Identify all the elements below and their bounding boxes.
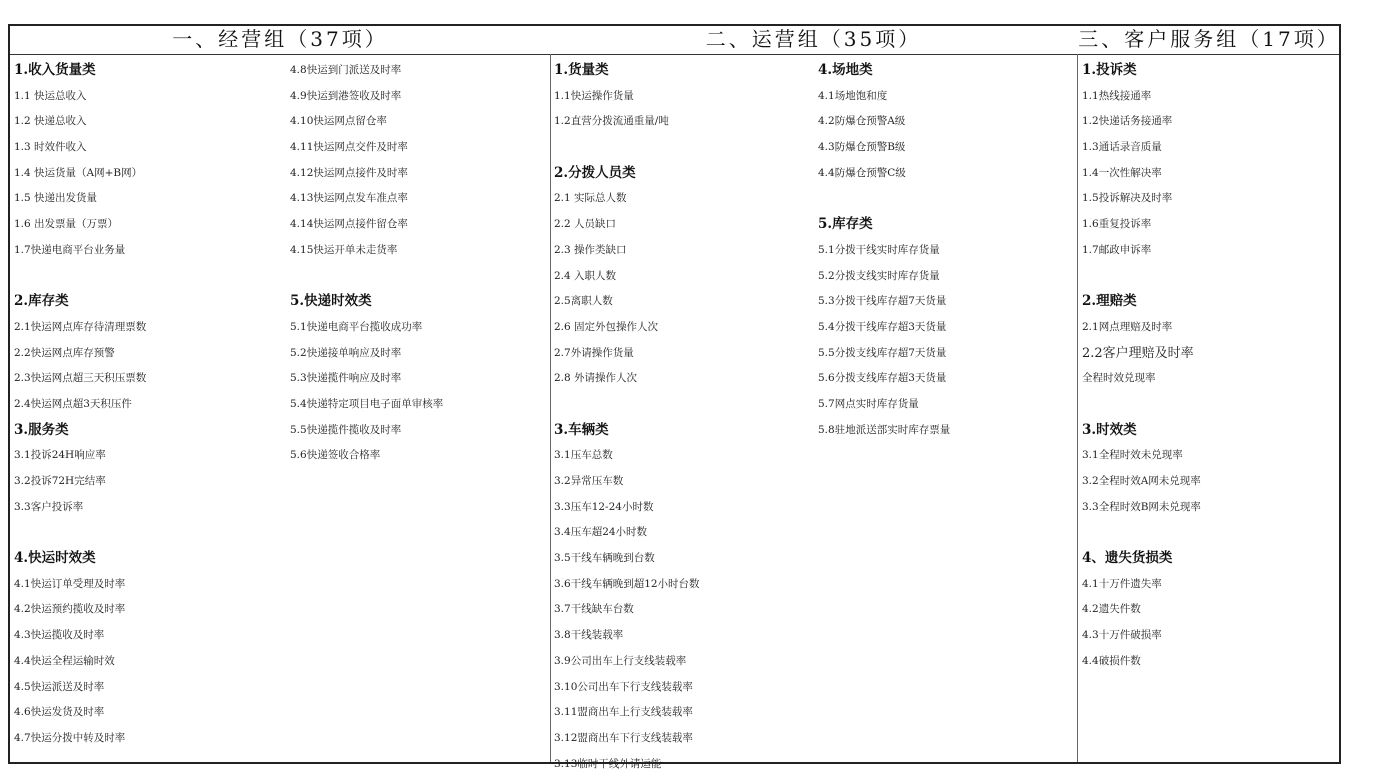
kpi-item: 3.12盟商出车下行支线装载率 xyxy=(554,731,693,744)
kpi-item: 4.14快运网点接件留仓率 xyxy=(290,218,408,231)
kpi-item: 1.2 快递总收入 xyxy=(14,115,87,128)
kpi-item: 4.9快运到港签收及时率 xyxy=(290,89,402,102)
kpi-item: 4.2快运预约揽收及时率 xyxy=(14,603,126,616)
col-operations-1 xyxy=(14,58,282,752)
kpi-item: 4.8快运到门派送及时率 xyxy=(290,64,402,76)
kpi-item: 1.2快递话务接通率 xyxy=(1082,115,1173,128)
category-heading: 4、遗失货损类 xyxy=(1082,550,1173,567)
kpi-item: 5.5快递揽件揽收及时率 xyxy=(290,423,402,436)
spacer xyxy=(818,186,1086,212)
kpi-item: 4.7快运分拨中转及时率 xyxy=(14,731,126,744)
kpi-item: 4.4破损件数 xyxy=(1082,654,1141,667)
kpi-item: 3.1全程时效未兑现率 xyxy=(1082,449,1183,462)
kpi-item: 3.11盟商出车上行支线装载率 xyxy=(554,706,693,719)
kpi-item: 3.2异常压车数 xyxy=(554,475,624,487)
kpi-item: 5.2快递接单响应及时率 xyxy=(290,346,402,359)
col-logistics-2 xyxy=(818,58,1086,443)
category-heading: 5.库存类 xyxy=(818,216,873,233)
kpi-item: 4.11快运网点交件及时率 xyxy=(290,141,408,154)
kpi-item: 5.6分拨支线库存超3天货量 xyxy=(818,372,947,385)
kpi-item: 2.7外请操作货量 xyxy=(554,346,634,359)
kpi-item: 3.1压车总数 xyxy=(554,449,613,462)
kpi-item: 3.4压车超24小时数 xyxy=(554,526,648,539)
kpi-item: 2.8 外请操作人次 xyxy=(554,372,638,385)
kpi-item: 1.3 时效件收入 xyxy=(14,141,87,154)
kpi-item: 3.6干线车辆晚到超12小时台数 xyxy=(554,577,700,590)
category-heading: 4.场地类 xyxy=(818,62,873,78)
kpi-item: 1.5投诉解决及时率 xyxy=(1082,192,1173,205)
kpi-item: 1.5 快递出发货量 xyxy=(14,192,98,205)
category-heading: 2.分拨人员类 xyxy=(554,164,636,181)
kpi-item: 4.3防爆仓预警B级 xyxy=(818,141,906,154)
kpi-item: 2.3快运网点超三天积压票数 xyxy=(14,372,147,385)
kpi-item: 4.3快运揽收及时率 xyxy=(14,629,105,642)
kpi-item: 4.1快运订单受理及时率 xyxy=(14,577,126,590)
kpi-item: 1.3通话录音质量 xyxy=(1082,141,1162,154)
kpi-item: 4.1场地饱和度 xyxy=(818,89,888,102)
kpi-item: 5.8驻地派送部实时库存票量 xyxy=(818,423,951,436)
kpi-item: 4.1十万件遗失率 xyxy=(1082,577,1162,590)
spacer xyxy=(14,520,282,546)
header-divider xyxy=(10,54,1339,55)
kpi-item: 4.13快运网点发车准点率 xyxy=(290,192,408,205)
kpi-item: 5.1分拨干线实时库存货量 xyxy=(818,243,940,256)
kpi-item: 全程时效兑现率 xyxy=(1082,372,1156,385)
kpi-item: 5.2分拨支线实时库存货量 xyxy=(818,269,940,282)
kpi-item: 5.1快递电商平台揽收成功率 xyxy=(290,320,423,333)
spacer xyxy=(1082,264,1350,290)
kpi-item: 5.4快递特定项目电子面单审核率 xyxy=(290,397,444,410)
kpi-item: 3.2全程时效A网未兑现率 xyxy=(1082,475,1201,487)
kpi-item: 3.3压车12-24小时数 xyxy=(554,500,654,513)
spacer xyxy=(554,392,822,418)
category-heading: 3.车辆类 xyxy=(554,421,609,438)
kpi-item: 4.2遗失件数 xyxy=(1082,603,1141,616)
category-heading: 1.货量类 xyxy=(554,62,609,78)
kpi-item: 2.2客户理赔及时率 xyxy=(1082,345,1194,361)
kpi-item: 1.7快递电商平台业务量 xyxy=(14,243,126,256)
kpi-item: 5.5分拨支线库存超7天货量 xyxy=(818,346,947,359)
col-customer-service xyxy=(1082,58,1350,675)
category-heading: 1.收入货量类 xyxy=(14,62,96,78)
kpi-item: 2.3 操作类缺口 xyxy=(554,243,627,256)
kpi-item: 3.9公司出车上行支线装载率 xyxy=(554,654,687,667)
kpi-item: 3.3全程时效B网未兑现率 xyxy=(1082,500,1201,513)
kpi-item: 2.1快运网点库存待清理票数 xyxy=(14,320,147,333)
spacer xyxy=(14,264,282,290)
kpi-item: 4.5快运派送及时率 xyxy=(14,680,105,693)
kpi-item: 4.15快运开单未走货率 xyxy=(290,243,398,256)
kpi-item: 1.4 快运货量（A网+B网） xyxy=(14,166,143,179)
category-heading: 1.投诉类 xyxy=(1082,62,1137,78)
kpi-item: 5.3快递揽件响应及时率 xyxy=(290,372,402,385)
kpi-item: 5.6快递签收合格率 xyxy=(290,449,381,462)
kpi-item: 4.2防爆仓预警A级 xyxy=(818,115,906,128)
kpi-item: 5.7网点实时库存货量 xyxy=(818,397,919,410)
kpi-item: 1.7邮政申诉率 xyxy=(1082,243,1152,256)
kpi-item: 2.1 实际总人数 xyxy=(554,192,627,205)
kpi-item: 3.13临时干线外请运能 xyxy=(554,757,662,770)
kpi-item: 1.6重复投诉率 xyxy=(1082,218,1152,231)
kpi-item: 1.1快运操作货量 xyxy=(554,89,634,102)
kpi-item: 3.2投诉72H完结率 xyxy=(14,475,106,487)
kpi-item: 2.6 固定外包操作人次 xyxy=(554,320,659,333)
category-heading: 2.库存类 xyxy=(14,293,69,310)
kpi-item: 2.1网点理赔及时率 xyxy=(1082,320,1173,333)
kpi-item: 4.6快运发货及时率 xyxy=(14,706,105,719)
spacer xyxy=(1082,520,1350,546)
group-title-operations: 一、经营组（37项） xyxy=(172,27,388,51)
kpi-item: 3.10公司出车下行支线装载率 xyxy=(554,680,693,693)
spacer xyxy=(290,264,558,290)
kpi-item: 1.6 出发票量（万票） xyxy=(14,218,119,231)
kpi-item: 4.10快运网点留仓率 xyxy=(290,115,387,128)
kpi-item: 4.4快运全程运输时效 xyxy=(14,654,115,667)
kpi-item: 2.2 人员缺口 xyxy=(554,218,617,231)
kpi-item: 3.3客户投诉率 xyxy=(14,500,84,513)
kpi-item: 5.3分拨干线库存超7天货量 xyxy=(818,295,947,308)
kpi-item: 3.8干线装载率 xyxy=(554,629,624,642)
kpi-item: 5.4分拨干线库存超3天货量 xyxy=(818,320,947,333)
kpi-item: 1.2直营分拨流通重量/吨 xyxy=(554,115,669,128)
kpi-item: 4.4防爆仓预警C级 xyxy=(818,166,906,179)
kpi-item: 3.7干线缺车台数 xyxy=(554,603,634,616)
kpi-table xyxy=(8,24,1341,770)
col-logistics-1 xyxy=(554,58,822,777)
group-title-customer-service: 三、客户服务组（17项） xyxy=(1078,27,1340,51)
spacer xyxy=(554,135,822,161)
kpi-item: 3.5干线车辆晚到台数 xyxy=(554,552,655,565)
kpi-item: 3.1投诉24H响应率 xyxy=(14,449,106,462)
group-title-logistics: 二、运营组（35项） xyxy=(705,27,922,51)
category-heading: 5.快递时效类 xyxy=(290,293,372,310)
spacer xyxy=(1082,392,1350,418)
kpi-item: 4.12快运网点接件及时率 xyxy=(290,166,408,179)
category-heading: 4.快运时效类 xyxy=(14,550,96,567)
kpi-item: 4.3十万件破损率 xyxy=(1082,629,1162,642)
category-heading: 2.理赔类 xyxy=(1082,293,1137,310)
kpi-item: 2.2快运网点库存预警 xyxy=(14,346,115,359)
kpi-item: 2.4快运网点超3天积压件 xyxy=(14,397,132,410)
kpi-item: 2.5离职人数 xyxy=(554,295,613,308)
kpi-item: 1.4一次性解决率 xyxy=(1082,166,1162,179)
col-operations-2 xyxy=(290,58,558,469)
kpi-item: 2.4 入职人数 xyxy=(554,269,617,282)
category-heading: 3.服务类 xyxy=(14,421,69,438)
kpi-item: 1.1 快运总收入 xyxy=(14,89,87,102)
kpi-item: 1.1热线接通率 xyxy=(1082,89,1152,102)
category-heading: 3.时效类 xyxy=(1082,421,1137,438)
